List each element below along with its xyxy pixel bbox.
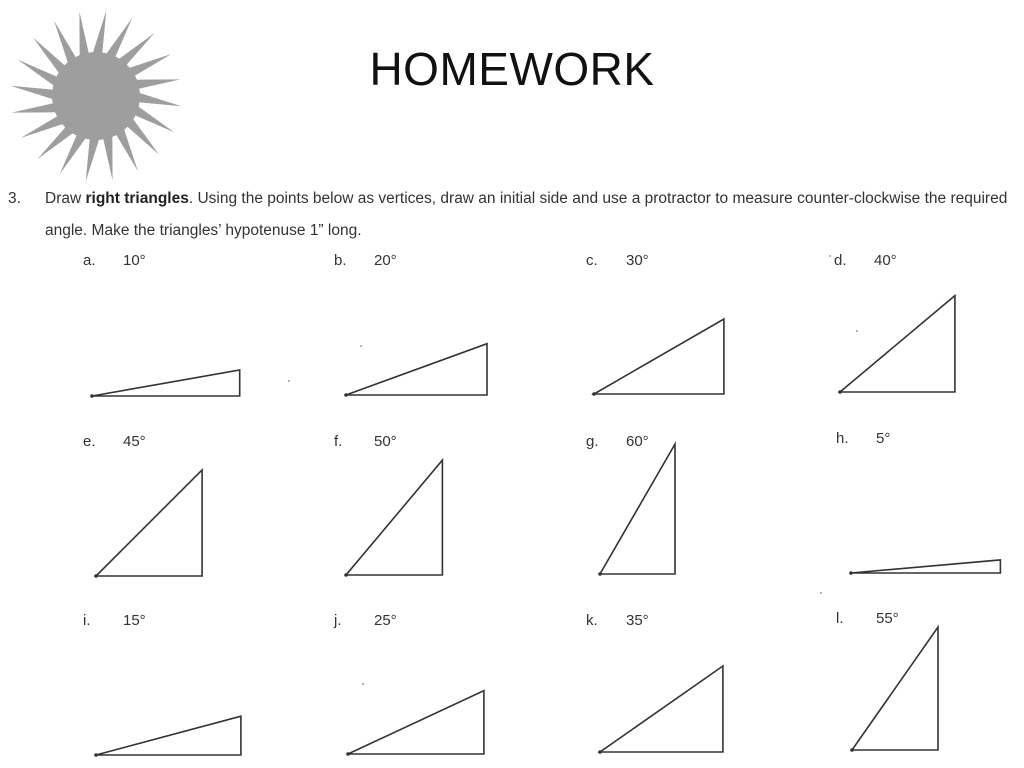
speck [362,683,364,685]
item-letter: i. [83,612,91,629]
speck [856,330,858,332]
vertex-point [94,574,98,578]
item-angle: 35° [626,612,649,629]
item-letter: j. [334,612,342,629]
right-triangle-d [840,296,955,392]
item-angle: 10° [123,252,146,269]
vertex-point [598,750,602,754]
speck [360,345,362,347]
item-angle: 60° [626,433,649,450]
page-title: HOMEWORK [369,43,655,95]
item-angle: 20° [374,252,397,269]
right-triangle-a [92,370,240,396]
vertex-point [346,752,350,756]
item-angle: 25° [374,612,397,629]
item-angle: 50° [374,433,397,450]
item-letter: f. [334,433,343,450]
item-letter: a. [83,252,96,269]
vertex-point [849,571,853,575]
item-angle: 30° [626,252,649,269]
item-angle: 55° [876,610,899,627]
vertex-point [344,573,348,577]
item-letter: k. [586,612,598,629]
problem-text-rest: . Using the points below as vertices, draw an initial side and use a protractor to measure counter-clockwise the required angle. Make the triangles’ hypotenuse 1” long. [45,190,1008,239]
right-triangle-l [852,627,938,750]
item-letter: e. [83,433,96,450]
item-letter: h. [836,430,849,447]
right-triangle-j [348,691,484,754]
item-angle: 5° [876,430,891,447]
vertex-point [90,394,94,398]
right-triangle-e [96,470,202,576]
problem-number: 3. [8,190,21,207]
item-letter: b. [334,252,347,269]
right-triangle-c [594,319,724,394]
item-letter: g. [586,433,599,450]
vertex-point [598,572,602,576]
right-triangle-h [851,560,1000,573]
item-letter: l. [836,610,844,627]
right-triangle-g [600,444,675,574]
problem-text-start: Draw [45,190,86,207]
vertex-point [592,392,596,396]
item-letter: d. [834,252,847,269]
speck [288,380,290,382]
item-angle: 45° [123,433,146,450]
speck [829,255,831,257]
item-angle: 40° [874,252,897,269]
vertex-point [850,748,854,752]
right-triangle-k [600,666,723,752]
vertex-point [838,390,842,394]
right-triangle-f [346,460,442,575]
item-angle: 15° [123,612,146,629]
right-triangle-b [346,344,487,395]
vertex-point [344,393,348,397]
speck [820,592,822,594]
problem-text-bold: right triangles [85,190,189,207]
vertex-point [94,753,98,757]
right-triangle-i [96,716,241,755]
item-letter: c. [586,252,598,269]
